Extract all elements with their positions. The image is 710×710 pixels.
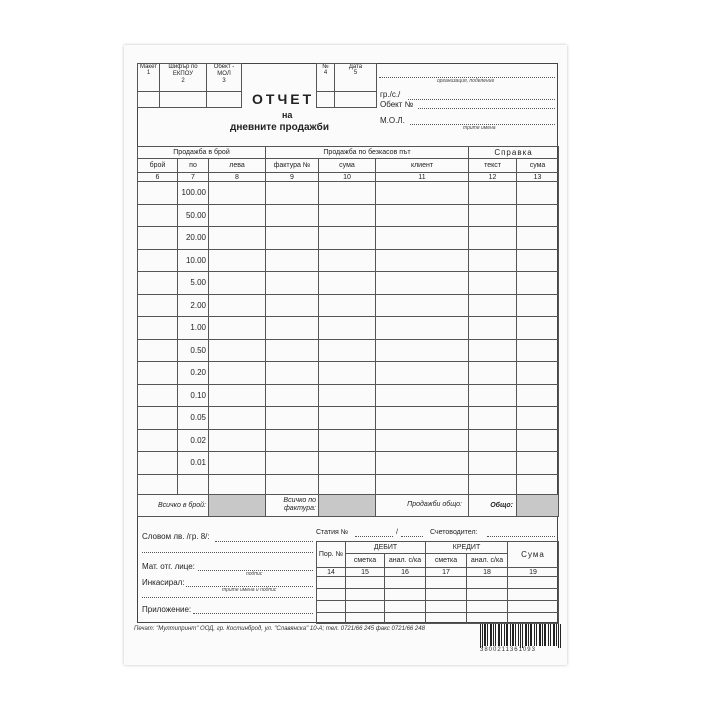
header-shifar: Шифър по ЕКПОУ 2: [160, 64, 207, 92]
statia-slash: /: [396, 529, 398, 536]
group-sales-count: Продажба в брой: [138, 147, 266, 159]
mat-lice-label: Мат. отг. лице:: [142, 562, 195, 571]
total-cash-label: Всичко в брой:: [138, 494, 209, 516]
total-value: [517, 494, 559, 516]
col-faktura: фактура №: [266, 159, 319, 173]
header-obekt: Обект - МОЛ 3: [207, 64, 242, 92]
barcode-image: [480, 624, 562, 648]
inkasiral-line2: [142, 597, 313, 598]
denomination: 5.00: [178, 272, 209, 295]
report-title-line2: на: [282, 110, 293, 120]
report-title-line3: дневните продажби: [230, 122, 329, 133]
header-maket: Макет 1: [138, 64, 160, 92]
printer-imprint: Печат: "Мултипринт" ООД, гр. Костинброд, ул. "Славянска" 10-А; тел. 0721/66 245 факс 0721/66 248: [134, 626, 425, 632]
sales-table: [137, 146, 559, 517]
accounting-table: [316, 541, 559, 624]
inkasiral-caption: трите имена и подпис: [222, 587, 277, 593]
mol-caption: трите имена: [463, 125, 496, 131]
col-num: 13: [517, 173, 559, 182]
denomination: 10.00: [178, 249, 209, 272]
denomination: 0.20: [178, 362, 209, 385]
statia-line2: [401, 536, 423, 537]
total-label: Общо:: [469, 494, 517, 516]
col-num: 7: [178, 173, 209, 182]
org-caption: организация, поделение: [437, 78, 495, 84]
barcode-number: 3800211361093: [480, 647, 536, 653]
statia-line: [355, 536, 393, 537]
prilozhenie-label: Приложение:: [142, 605, 192, 614]
group-noncash: Продажба по безкасов път: [266, 147, 469, 159]
header-date-table: [316, 63, 377, 108]
total-cash-value: [209, 494, 266, 516]
col-num: 8: [209, 173, 266, 182]
header-no: № 4: [317, 64, 335, 92]
col-num: 15: [346, 568, 385, 577]
denomination: 100.00: [178, 182, 209, 205]
obekt-label: Обект №: [380, 100, 414, 109]
col-num: 16: [385, 568, 426, 577]
col-leva: лева: [209, 159, 266, 173]
debit-anal: анал. с/ка: [385, 554, 426, 568]
col-num: 14: [317, 568, 346, 577]
col-broy: брой: [138, 159, 178, 173]
denomination: 0.50: [178, 339, 209, 362]
prilozhenie-line: [193, 613, 313, 614]
col-num: 11: [376, 173, 469, 182]
inkasiral-label: Инкасирал:: [142, 578, 185, 587]
mol-label: М.О.Л.: [380, 116, 405, 125]
denomination: 1.00: [178, 317, 209, 340]
denomination: 0.01: [178, 452, 209, 475]
gr-line: [408, 99, 555, 100]
header-codes-table: [137, 63, 242, 108]
denomination: 20.00: [178, 227, 209, 250]
podpis-caption: подпис: [246, 571, 263, 577]
denomination: 0.05: [178, 407, 209, 430]
slovom-line: [215, 541, 313, 542]
kredit-anal: анал. с/ка: [467, 554, 508, 568]
slovom-label: Словом лв. /гр. 8/:: [142, 532, 210, 541]
denomination: 0.10: [178, 384, 209, 407]
col-num: 12: [469, 173, 517, 182]
accountant-label: Счетоводител:: [430, 529, 478, 536]
kredit-smetka: сметка: [426, 554, 467, 568]
col-klient: клиент: [376, 159, 469, 173]
col-num: 18: [467, 568, 508, 577]
debit-header: ДЕБИТ: [346, 542, 426, 554]
col-num: 6: [138, 173, 178, 182]
suma-header: Сума: [508, 542, 559, 568]
gr-label: гр./с./: [380, 90, 401, 99]
col-num: 10: [319, 173, 376, 182]
col-num: 17: [426, 568, 467, 577]
denomination: 0.02: [178, 429, 209, 452]
obekt-line: [418, 108, 555, 109]
por-no-header: Пор. №: [317, 542, 346, 568]
total-invoice-label: Всичко по фактура:: [266, 494, 319, 516]
col-suma: сума: [319, 159, 376, 173]
total-sales-label: Продажби общо:: [376, 494, 469, 516]
report-title: ОТЧЕТ: [252, 91, 315, 107]
total-invoice-value: [319, 494, 376, 516]
denomination: 50.00: [178, 204, 209, 227]
statia-label: Статия №: [316, 529, 349, 536]
slovom-line2: [142, 552, 313, 553]
header-data: Дата 5: [335, 64, 377, 92]
col-num: 9: [266, 173, 319, 182]
col-tekst: текст: [469, 159, 517, 173]
kredit-header: КРЕДИТ: [426, 542, 508, 554]
col-po: по: [178, 159, 209, 173]
accountant-line: [487, 536, 555, 537]
debit-smetka: сметка: [346, 554, 385, 568]
denomination: 2.00: [178, 294, 209, 317]
col-num: 19: [508, 568, 559, 577]
group-reference: Справка: [469, 147, 559, 159]
col-suma2: сума: [517, 159, 559, 173]
